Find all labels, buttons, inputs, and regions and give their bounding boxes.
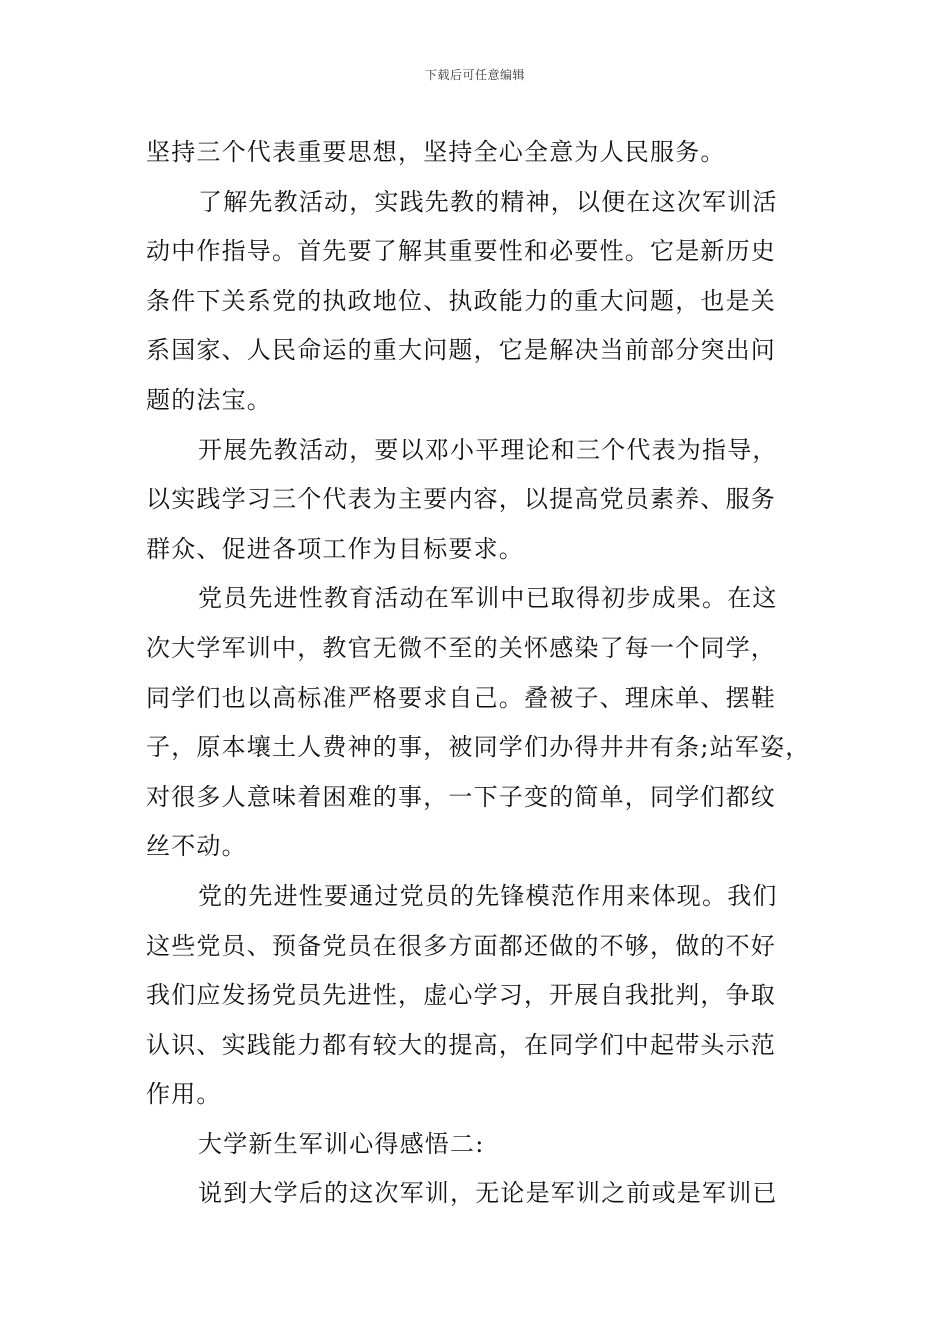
text-line: 丝不动。	[146, 832, 247, 861]
text-line: 次大学军训中，教官无微不至的关怀感染了每一个同学，	[146, 633, 776, 662]
text-line: 我们应发扬党员先进性，虚心学习，开展自我批判，争取	[146, 981, 776, 1010]
text-line: 党员先进性教育活动在军训中已取得初步成果。在这	[198, 584, 778, 613]
text-line: 开展先教活动，要以邓小平理论和三个代表为指导，	[198, 435, 778, 464]
text-line: 坚持三个代表重要思想，坚持全心全意为人民服务。	[146, 138, 726, 166]
text-line: 以实践学习三个代表为主要内容，以提高党员素养、服务	[146, 485, 776, 514]
text-line: 了解先教活动，实践先教的精神，以便在这次军训活	[198, 187, 778, 216]
text-line: 条件下关系党的执政地位、执政能力的重大问题，也是关	[146, 286, 776, 315]
text-line: 题的法宝。	[146, 385, 272, 414]
text-line: 同学们也以高标准严格要求自己。叠被子、理床单、摆鞋	[146, 683, 776, 712]
text-line: 认识、实践能力都有较大的提高，在同学们中起带头示范	[146, 1030, 776, 1059]
text-line: 系国家、人民命运的重大问题，它是解决当前部分突出问	[146, 336, 776, 365]
text-line: 动中作指导。首先要了解其重要性和必要性。它是新历史	[146, 237, 776, 266]
text-line: 群众、促进各项工作为目标要求。	[146, 534, 524, 563]
page-header-note: 下载后可任意编辑	[424, 68, 525, 82]
text-line: 子，原本壤土人费神的事，被同学们办得井井有条;站军姿，	[146, 733, 811, 762]
document-body	[146, 128, 826, 1219]
text-line: 党的先进性要通过党员的先锋模范作用来体现。我们	[198, 881, 778, 910]
section-heading: 大学新生军训心得感悟二:	[198, 1129, 485, 1158]
text-line: 作用。	[146, 1080, 222, 1109]
text-line: 这些党员、预备党员在很多方面都还做的不够，做的不好	[146, 931, 776, 960]
text-line: 对很多人意味着困难的事，一下子变的简单，同学们都纹	[146, 782, 776, 811]
text-line: 说到大学后的这次军训，无论是军训之前或是军训已	[198, 1179, 778, 1208]
